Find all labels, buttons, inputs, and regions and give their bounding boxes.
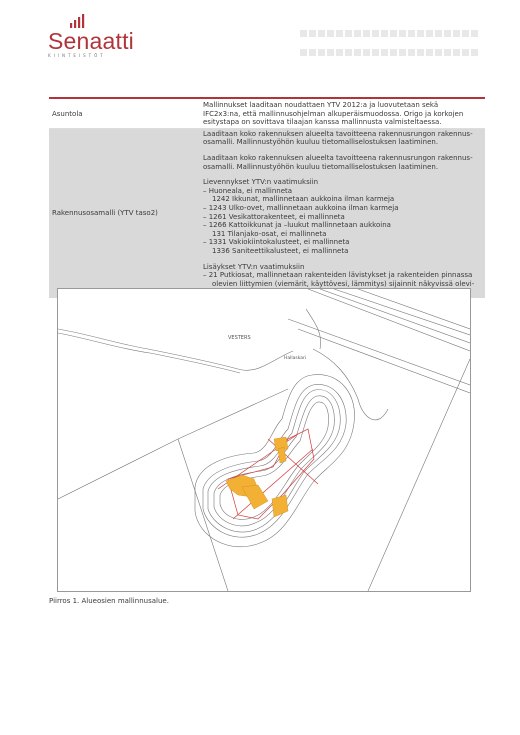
decorative-dot (336, 30, 343, 37)
text-line: Laaditaan koko rakennuksen alueelta tavoitteena rakennusrungon rakennus- (203, 153, 473, 162)
text-line: esitystapa on sovittava tilaajan kanssa mallinnusta valmisteltaessa. (203, 118, 442, 127)
logo-text: Senaatti (48, 28, 134, 54)
decorative-dot (300, 30, 307, 37)
decorative-dot (309, 49, 316, 56)
map-label-top: VESTERS (228, 335, 251, 341)
decorative-dot (462, 49, 469, 56)
text-line: osamalli. Mallinnustyöhön kuuluu tietomalliselostuksen laatiminen. (203, 162, 439, 171)
logo-subtext: KIINTEISTÖT (48, 53, 106, 58)
decorative-dot (300, 49, 307, 56)
decorative-dot (435, 30, 442, 37)
decorative-dot (453, 30, 460, 37)
decorative-dot (408, 30, 415, 37)
table-row (49, 128, 485, 298)
decorative-dot (426, 30, 433, 37)
decorative-dot (363, 49, 370, 56)
site-plan-drawing (57, 288, 471, 592)
spec-table (49, 100, 485, 298)
list-item: – Huoneala, ei mallinneta (203, 186, 293, 195)
logo-emblem-icon (68, 14, 88, 28)
decorative-dot (390, 30, 397, 37)
decorative-dot (408, 49, 415, 56)
list-item: – 21 Putkiosat, mallinnetaan rakenteiden lävistykset ja rakenteiden pinnassa (203, 271, 473, 280)
decorative-dot (381, 30, 388, 37)
list-item: – 1243 Ulko-ovet, mallinnetaan aukkoina ilman karmeja (203, 203, 399, 212)
list-item: olevien liittymien (viemärit, käyttövesi, lämmitys) sijainnit näkyvissä olevi- (212, 279, 475, 288)
text-line: IFC2x3:na, että mallinnusohjelman alkuperäismuodossa. Origo ja korkojen (203, 109, 464, 118)
decorative-dot (318, 30, 325, 37)
list-item: 1242 Ikkunat, mallinnetaan aukkoina ilman karmeja (212, 195, 395, 204)
decorative-dot (453, 49, 460, 56)
list-item: – 1266 Kattoikkunat ja –luukut mallinnetaan aukkoina (203, 221, 391, 230)
decorative-dot (444, 49, 451, 56)
decorative-dot (417, 49, 424, 56)
additions-heading: Lisäykset YTV:n vaatimuksiin (203, 262, 305, 271)
senaatti-logo (48, 14, 134, 58)
decorative-dot-grid (300, 30, 486, 68)
decorative-dot (381, 49, 388, 56)
text-line: Laaditaan koko rakennuksen alueelta tavoitteena rakennusrungon rakennus- (203, 129, 473, 138)
decorative-dot (417, 30, 424, 37)
decorative-dot (327, 49, 334, 56)
decorative-dot (435, 49, 442, 56)
decorative-dot (462, 30, 469, 37)
decorative-dot (471, 30, 478, 37)
decorative-dot (471, 49, 478, 56)
decorative-dot (345, 30, 352, 37)
site-plan-svg (58, 289, 470, 591)
decorative-dot (399, 30, 406, 37)
decorative-dot (327, 30, 334, 37)
list-item: – 1261 Vesikattorakenteet, ei mallinneta (203, 212, 345, 221)
figure-caption: Piirros 1. Alueosien mallinnusalue. (49, 597, 169, 605)
row-content (200, 100, 485, 128)
decorative-dot (354, 49, 361, 56)
decorative-dot (372, 49, 379, 56)
decorative-dot (336, 49, 343, 56)
list-item: 131 Tilanjako-osat, ei mallinneta (212, 229, 327, 238)
relief-list (203, 187, 482, 256)
decorative-dot (363, 30, 370, 37)
map-label-mid: Hallaskari (284, 356, 307, 361)
text-line: osamalli. Mallinnustyöhön kuuluu tietomalliselostuksen laatiminen. (203, 138, 439, 147)
decorative-dot (399, 49, 406, 56)
header-rule (49, 97, 485, 99)
list-item: – 1331 Vakiokiintokalusteet, ei mallinneta (203, 238, 350, 247)
row-content (200, 128, 485, 298)
decorative-dot (444, 30, 451, 37)
decorative-dot (390, 49, 397, 56)
decorative-dot (345, 49, 352, 56)
decorative-dot (318, 49, 325, 56)
row-label: Asuntola (49, 100, 200, 128)
list-item: 1336 Saniteettikalusteet, ei mallinneta (212, 246, 349, 255)
row-label: Rakennusosamalli (YTV taso2) (49, 128, 200, 298)
relief-heading: Lievennykset YTV:n vaatimuksiin (203, 178, 319, 187)
decorative-dot (309, 30, 316, 37)
decorative-dot (426, 49, 433, 56)
table-row (49, 100, 485, 128)
decorative-dot (354, 30, 361, 37)
text-line: Mallinnukset laaditaan noudattaen YTV 2012:a ja luovutetaan sekä (203, 101, 439, 109)
decorative-dot (372, 30, 379, 37)
